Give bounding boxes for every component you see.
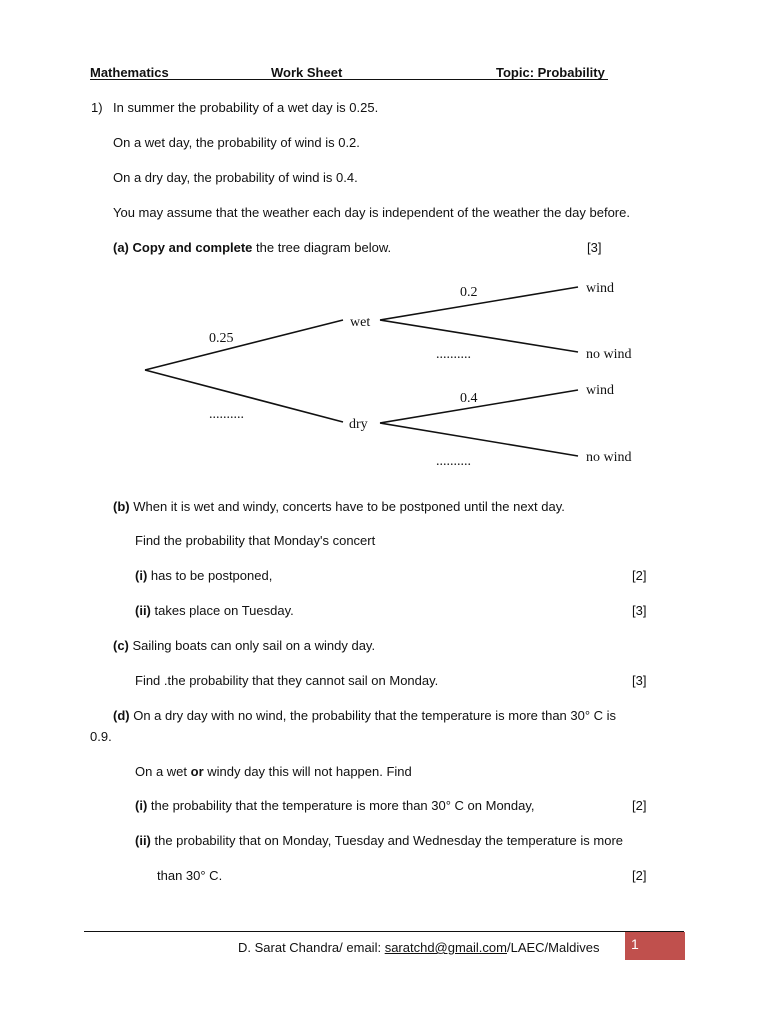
question-number: 1) <box>91 100 103 115</box>
part-d-i-marks: [2] <box>632 798 647 813</box>
part-c-find: Find .the probability that they cannot sail on Monday. <box>135 673 439 688</box>
part-b-i-text: has to be postponed, <box>147 568 273 583</box>
part-d-i <box>135 798 535 813</box>
part-b-i <box>135 568 272 583</box>
part-d-or: or <box>190 764 204 779</box>
prob-wet-wind: 0.2 <box>460 285 478 300</box>
node-wet: wet <box>350 315 371 330</box>
part-b-find: Find the probability that Monday's concert <box>135 533 376 548</box>
branch-root-dry <box>145 370 343 422</box>
footer-credit <box>238 940 599 955</box>
part-d-cont: 0.9. <box>90 729 112 744</box>
node-dry: dry <box>349 417 368 432</box>
intro-line-1: In summer the probability of a wet day is 0.25. <box>113 100 379 115</box>
branch-dry-wind <box>380 390 578 423</box>
part-a-marks: [3] <box>587 240 602 255</box>
part-d-i-label: (i) <box>135 798 148 813</box>
subject-title: Mathematics <box>90 65 169 80</box>
part-b-ii-label: (ii) <box>135 603 151 618</box>
part-b-text <box>113 499 565 514</box>
part-d-i-text: the probability that the temperature is more than 30° C on Monday, <box>147 798 535 813</box>
prob-wet: 0.25 <box>209 331 234 346</box>
part-b-i-marks: [2] <box>632 568 647 583</box>
outcome-dry-nowind: no wind <box>586 450 632 465</box>
outcome-wet-nowind: no wind <box>586 347 632 362</box>
part-b-i-label: (i) <box>135 568 148 583</box>
part-d-text <box>113 708 616 723</box>
intro-line-3: On a dry day, the probability of wind is 0.4. <box>113 170 358 185</box>
part-d-line2-b: windy day this will not happen. Find <box>203 764 412 779</box>
page-number: 1 <box>631 936 639 952</box>
part-c-text <box>113 638 375 653</box>
part-a-label: (a) Copy and complete <box>113 240 253 255</box>
footer-rule <box>84 931 684 932</box>
part-d-body: On a dry day with no wind, the probability that the temperature is more than 30° C is <box>129 708 617 723</box>
worksheet-title: Work Sheet <box>271 65 343 80</box>
part-b-label: (b) <box>113 499 130 514</box>
part-d-ii-label: (ii) <box>135 833 151 848</box>
footer-author: D. Sarat Chandra/ email: <box>238 940 385 955</box>
branch-wet-wind <box>380 287 578 320</box>
part-d-ii-cont: than 30° C. <box>157 868 223 883</box>
page-number-badge <box>625 932 685 960</box>
prob-dry: .......... <box>209 407 244 422</box>
part-d-line2 <box>135 764 412 779</box>
part-d-ii-marks: [2] <box>632 868 647 883</box>
part-b-ii-text: takes place on Tuesday. <box>150 603 294 618</box>
topic-title: Topic: Probability <box>496 65 605 80</box>
part-d-label: (d) <box>113 708 130 723</box>
branch-dry-nowind <box>380 423 578 456</box>
intro-line-2: On a wet day, the probability of wind is 0.2. <box>113 135 360 150</box>
part-c-label: (c) <box>113 638 129 653</box>
outcome-wet-wind: wind <box>586 281 614 296</box>
part-d-ii-text: the probability that on Monday, Tuesday and Wednesday the temperature is more <box>150 833 624 848</box>
prob-wet-nowind: .......... <box>436 347 471 362</box>
part-b-ii-marks: [3] <box>632 603 647 618</box>
part-b-ii <box>135 603 294 618</box>
part-c-body: Sailing boats can only sail on a windy day. <box>128 638 376 653</box>
part-c-marks: [3] <box>632 673 647 688</box>
part-d-line2-a: On a wet <box>135 764 191 779</box>
footer-email-link[interactable]: saratchd@gmail.com <box>384 940 507 955</box>
part-d-ii <box>135 833 623 848</box>
branch-root-wet <box>145 320 343 370</box>
part-a-body: the tree diagram below. <box>252 240 392 255</box>
intro-line-4: You may assume that the weather each day is independent of the weather the day before. <box>113 205 630 220</box>
branch-wet-nowind <box>380 320 578 352</box>
prob-dry-wind: 0.4 <box>460 391 478 406</box>
footer-org: /LAEC/Maldives <box>506 940 600 955</box>
part-b-body: When it is wet and windy, concerts have to be postponed until the next day. <box>129 499 565 514</box>
prob-dry-nowind: .......... <box>436 454 471 469</box>
outcome-dry-wind: wind <box>586 383 614 398</box>
